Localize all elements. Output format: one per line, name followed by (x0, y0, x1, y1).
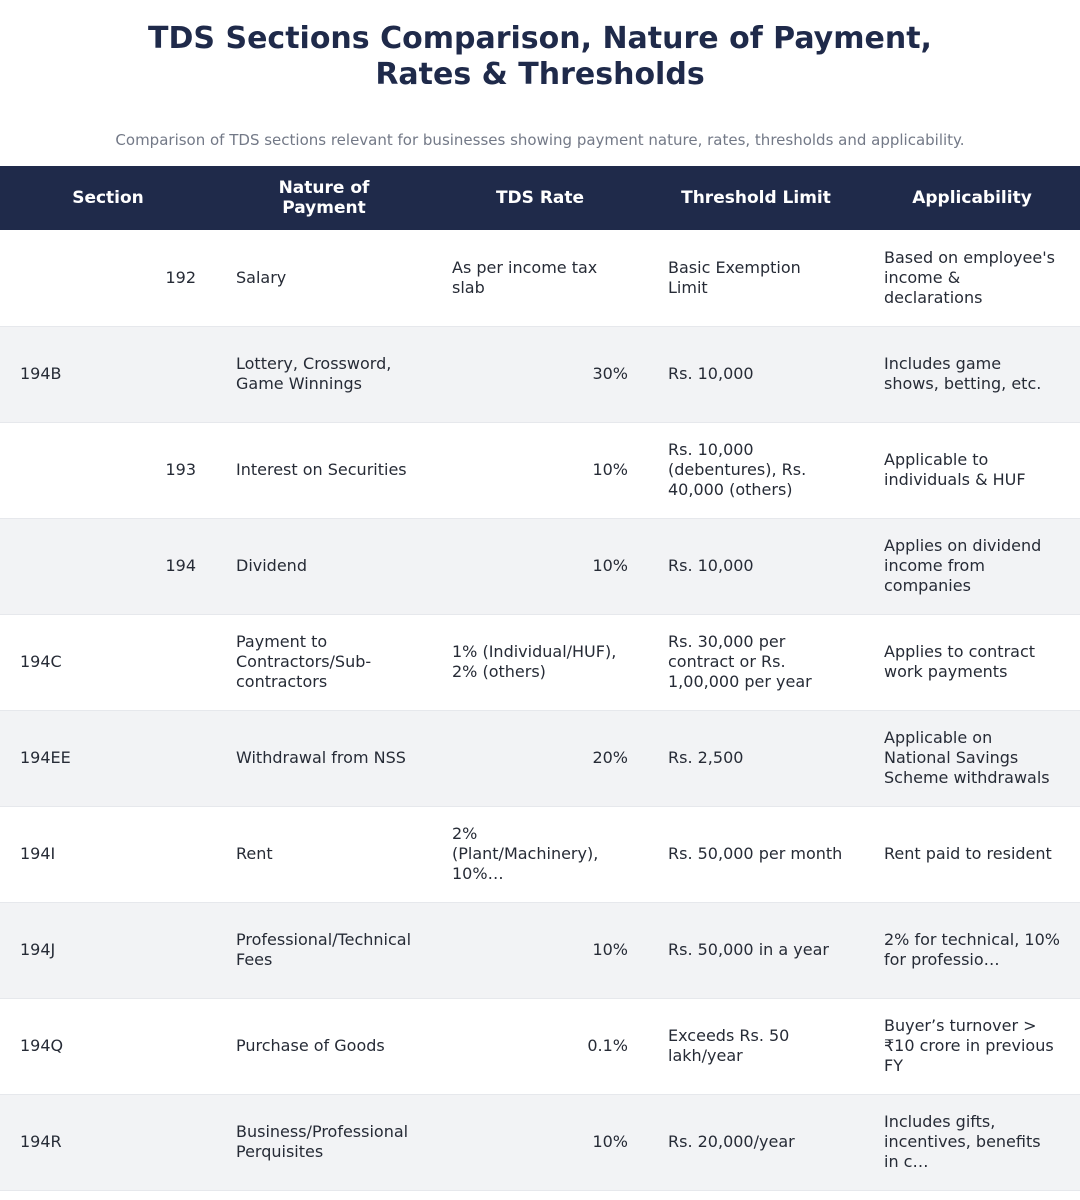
cell-applicability: Includes gifts, incentives, benefits in c… (884, 1112, 1041, 1171)
title-line-1: TDS Sections Comparison, Nature of Payment, (148, 21, 932, 56)
cell-applicability: Applies to contract work payments (884, 642, 1036, 681)
table-header (0, 166, 1080, 230)
cell-section: 194B (20, 364, 62, 383)
cell-nature: Dividend (236, 556, 307, 575)
cell-nature: Salary (236, 267, 287, 287)
cell-threshold: Rs. 2,500 (668, 748, 744, 767)
cell-rate: 0.1% (587, 1036, 628, 1055)
cell-applicability: Based on employee's income & declarations (884, 247, 1055, 307)
cell-applicability: Buyer’s turnover > ₹10 crore in previous FY (884, 1016, 1054, 1075)
cell-threshold: Rs. 10,000 (668, 556, 754, 575)
cell-applicability: Applicable to individuals & HUF (884, 450, 1026, 489)
table-row (0, 710, 1080, 806)
cell-applicability: Rent paid to resident (884, 844, 1052, 863)
cell-section: 194EE (20, 748, 71, 767)
cell-rate: As per income tax slab (452, 257, 598, 297)
cell-rate: 2% (Plant/Machinery), 10%… (452, 824, 599, 883)
cell-section: 194I (20, 844, 56, 863)
header-nature: Nature of Payment (278, 178, 370, 218)
cell-threshold: Basic Exemption Limit (668, 257, 801, 297)
cell-section: 194J (20, 940, 56, 959)
cell-nature: Lottery, Crossword, Game Winnings (236, 354, 392, 393)
cell-rate: 30% (592, 364, 628, 383)
cell-threshold: Rs. 10,000 (668, 364, 754, 383)
header-threshold: Threshold Limit (681, 188, 831, 208)
cell-rate: 10% (592, 460, 628, 479)
cell-applicability: Includes game shows, betting, etc. (884, 354, 1042, 393)
cell-section: 194R (20, 1132, 62, 1151)
cell-section: 194Q (20, 1036, 64, 1055)
cell-rate: 20% (592, 748, 628, 767)
header-section: Section (72, 188, 144, 208)
table-row (0, 230, 1080, 326)
cell-section: 194C (20, 652, 62, 671)
cell-threshold: Rs. 50,000 per month (668, 844, 843, 863)
cell-nature: Purchase of Goods (236, 1036, 385, 1055)
cell-threshold: Rs. 50,000 in a year (668, 940, 829, 959)
page-title (0, 0, 1080, 93)
cell-threshold: Rs. 30,000 per contract or Rs. 1,00,000 per year (668, 632, 812, 691)
table-row (0, 422, 1080, 518)
tds-table (0, 166, 1080, 1191)
cell-applicability: 2% for technical, 10% for professio… (884, 930, 1060, 969)
table-row (0, 1094, 1080, 1190)
cell-nature: Payment to Contractors/Sub-contractors (236, 632, 372, 691)
cell-threshold: Rs. 10,000 (debentures), Rs. 40,000 (others) (668, 440, 807, 499)
cell-applicability: Applies on dividend income from companies (884, 536, 1042, 595)
table-row (0, 998, 1080, 1094)
table-row (0, 614, 1080, 710)
cell-nature: Rent (236, 844, 273, 863)
table-body (0, 230, 1080, 1190)
table-row (0, 806, 1080, 902)
cell-nature: Interest on Securities (236, 460, 407, 479)
cell-rate: 10% (592, 940, 628, 959)
header-row (0, 166, 1080, 230)
cell-nature: Business/Professional Perquisites (236, 1122, 409, 1161)
page-subtitle: Comparison of TDS sections relevant for businesses showing payment nature, rates, thresholds and applicability. (115, 131, 965, 149)
cell-threshold: Rs. 20,000/year (668, 1132, 795, 1151)
cell-threshold: Exceeds Rs. 50 lakh/year (668, 1026, 790, 1065)
cell-section: 192 (165, 267, 196, 287)
title-line-2: Rates & Thresholds (375, 57, 705, 92)
cell-nature: Professional/Technical Fees (236, 930, 412, 969)
table-row (0, 326, 1080, 422)
cell-section: 193 (165, 460, 196, 479)
header-rate: TDS Rate (495, 188, 585, 208)
cell-rate: 1% (Individual/HUF), 2% (others) (452, 642, 617, 681)
cell-rate: 10% (592, 556, 628, 575)
table-row (0, 902, 1080, 998)
header-applicability: Applicability (912, 188, 1032, 208)
cell-rate: 10% (592, 1132, 628, 1151)
cell-section: 194 (165, 556, 196, 575)
cell-nature: Withdrawal from NSS (236, 748, 406, 767)
cell-applicability: Applicable on National Savings Scheme withdrawals (884, 728, 1050, 787)
table-row (0, 518, 1080, 614)
